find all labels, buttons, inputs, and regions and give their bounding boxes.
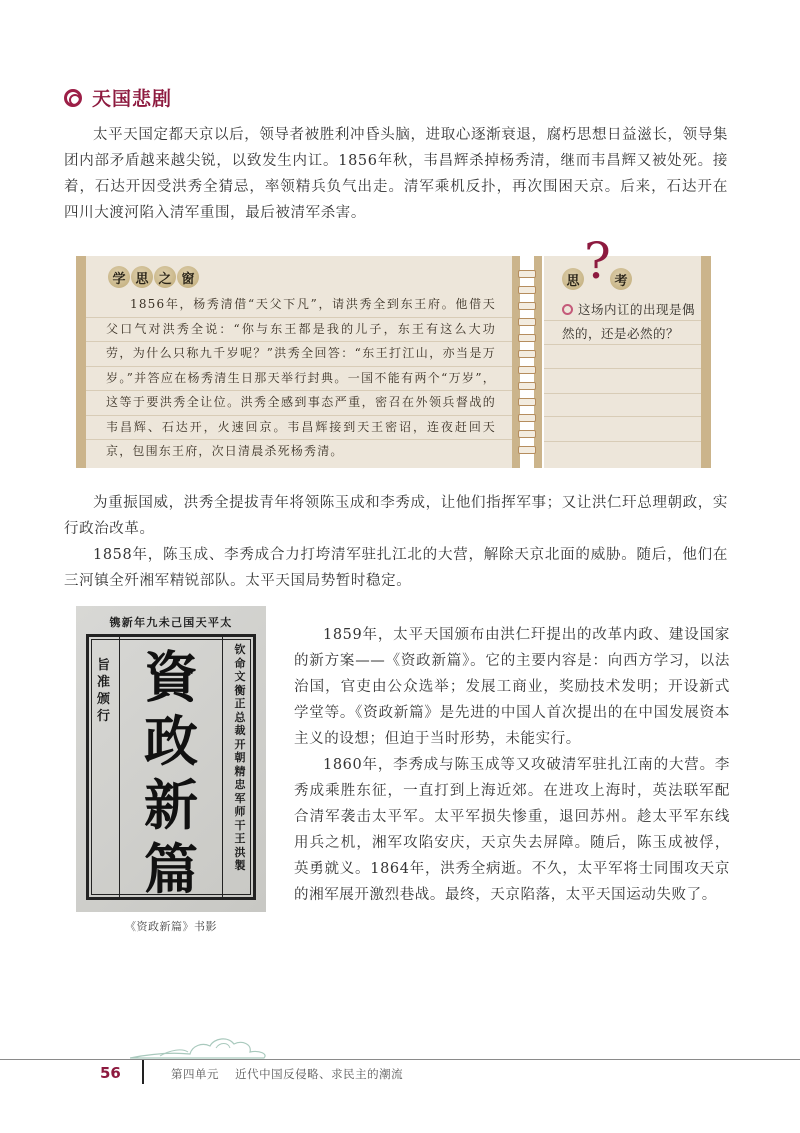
ruled-line xyxy=(544,416,701,417)
badge-char: 思 xyxy=(131,266,153,288)
question-text: 这场内讧的出现是偶然的，还是必然的？ xyxy=(562,302,696,341)
badge-char: 考 xyxy=(610,268,632,290)
page-number: 56 xyxy=(100,1064,121,1082)
card-left-bar xyxy=(76,256,86,468)
book-cover-image xyxy=(76,606,266,912)
badge-char: 学 xyxy=(108,266,130,288)
spiral-ring-icon xyxy=(518,318,536,326)
book-column-rule xyxy=(222,637,223,897)
spiral-ring-icon xyxy=(518,430,536,438)
ruled-line xyxy=(544,393,701,394)
book-frame xyxy=(86,634,256,900)
body-paragraph-5: 1860年，李秀成与陈玉成等又攻破清军驻扎江南的大营。李秀成乘胜东征，一直打到上海近郊。在进攻上海时，英法联军配合清军袭击太平军。太平军损失惨重，退回苏州。趁太平军东线用兵之机，湘军攻陷安庆，天京失去屏障。随后，陈玉成被俘，英勇就义。1864年，洪秀全病逝。不久，太平军将士同围攻天京的湘军展开激烈巷战。最终，天京陷落，太平天国运动失败了。 xyxy=(294,757,730,903)
spiral-binding xyxy=(512,256,542,468)
body-paragraph-3: 1858年，陈玉成、李秀成合力打垮清军驻扎江北的大营，解除天京北面的威胁。随后，他们在三河镇全歼湘军精锐部队。太平天国局势暂时稳定。 xyxy=(64,547,728,589)
spiral-ring-icon xyxy=(518,414,536,422)
think-card xyxy=(544,256,711,468)
spiral-ring-icon xyxy=(518,270,536,278)
spiral-ring-icon xyxy=(518,366,536,374)
book-right-column: 钦命文衡正总裁开朝精忠军师干王洪 製 xyxy=(234,643,257,872)
badge-char: 之 xyxy=(154,266,176,288)
ruled-line xyxy=(544,368,701,369)
double-circle-icon xyxy=(64,89,82,107)
body-paragraph-2: 为重振国威，洪秀全提拔青年将领陈玉成和李秀成，让他们指挥军事；又让洪仁玕总理朝政，实行政治改革。 xyxy=(64,495,728,537)
spiral-ring-icon xyxy=(518,350,536,358)
badge-char: 思 xyxy=(562,268,584,290)
body-paragraph-1: 太平天国定都天京以后，领导者被胜利冲昏头脑，进取心逐渐衰退，腐朽思想日益滋长，领导集团内部矛盾越来越尖锐，以致发生内讧。1856年秋，韦昌辉杀掉杨秀清，继而韦昌辉又被处死。接着，石达开因受洪秀全猜忌，率领精兵负气出走。清军乘机反扑，再次围困天京。后来，石达开在四川大渡河陷入清军重围，最后被清军杀害。 xyxy=(64,127,728,221)
think-question xyxy=(562,298,702,345)
ruled-line xyxy=(544,441,701,442)
footer-rule xyxy=(0,1059,800,1060)
section-heading xyxy=(64,84,172,111)
unit-title: 第四单元 近代中国反侵略、求民主的潮流 xyxy=(171,1067,404,1081)
study-window-text xyxy=(106,292,496,464)
spiral-ring-icon xyxy=(518,446,536,454)
question-mark-icon: ? xyxy=(584,232,611,290)
ring-bullet-icon xyxy=(562,304,573,315)
book-left-column: 旨准颁行 xyxy=(97,658,111,724)
cloud-ornament-icon xyxy=(130,1030,280,1062)
book-top-line: 太平天国己未九年新镌 xyxy=(109,616,233,629)
study-window-card xyxy=(76,256,514,468)
spiral-ring-icon xyxy=(518,398,536,406)
book-column-rule xyxy=(119,637,120,897)
spiral-ring-icon xyxy=(518,302,536,310)
spiral-ring-icon xyxy=(518,334,536,342)
book-title-chars: 資政新篇 xyxy=(144,645,198,901)
footer-separator xyxy=(142,1060,144,1084)
spiral-ring-icon xyxy=(518,382,536,390)
card-right-bar xyxy=(701,256,711,468)
study-window-label xyxy=(108,266,199,288)
spiral-ring-icon xyxy=(518,286,536,294)
body-paragraph-4: 1859年，太平天国颁布由洪仁玕提出的改革内政、建设国家的新方案——《资政新篇》。它的主要内容是：向西方学习，以法治国，官吏由公众选举；发展工商业，奖励技术发明；开设新式学堂等。《资政新篇》是先进的中国人首次提出的在中国发展资本主义的设想；但迫于当时形势，未能实行。 xyxy=(294,627,730,747)
figure-caption: 《资政新篇》书影 xyxy=(125,920,217,933)
section-title: 天国悲剧 xyxy=(92,88,173,110)
study-window-body: 1856年，杨秀清借“天父下凡”，请洪秀全到东王府。他借天父口气对洪秀全说：“你与东王都是我的儿子，东王有这么大功劳，为什么只称九千岁呢？”洪秀全回答：“东王打江山，亦当是万岁。”并答应在杨秀清生日那天举行封典。一国不能有两个“万岁”，这等于要洪秀全让位。洪秀全感到事态严重，密召在外领兵督战的韦昌辉、石达开，火速回京。韦昌辉接到天王密诏，连夜赶回天京，包围东王府，次日清晨杀死杨秀清。 xyxy=(106,297,496,458)
badge-char: 窗 xyxy=(177,266,199,288)
